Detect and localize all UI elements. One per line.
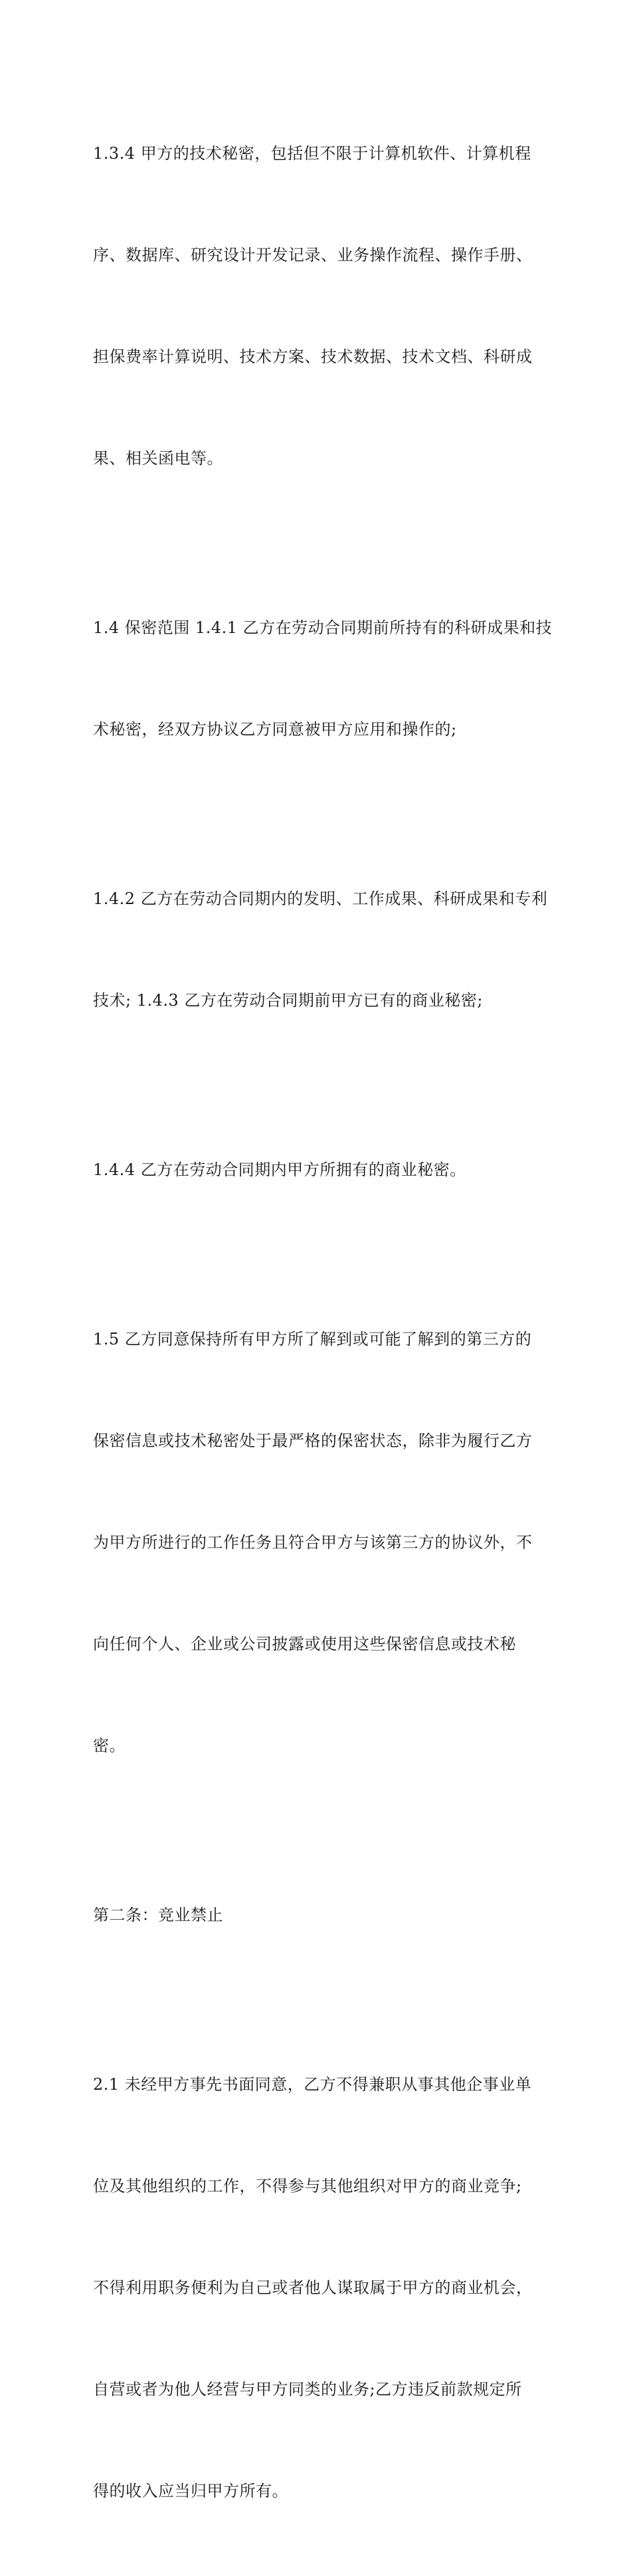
text-line: 向任何个人、企业或公司披露或使用这些保密信息或技术秘 (93, 1635, 516, 1653)
text-line: 序、数据库、研究设计开发记录、业务操作流程、操作手册、 (93, 246, 533, 264)
document-body (93, 69, 553, 2576)
text-line: 保密信息或技术秘密处于最严格的保密状态，除非为履行乙方 (93, 1431, 533, 1450)
text-line: 2.1 未经甲方事先书面同意，乙方不得兼职从事其他企事业单 (93, 2075, 532, 2094)
text-line: 果、相关函电等。 (93, 449, 223, 468)
text-line: 为甲方所进行的工作任务且符合甲方与该第三方的协议外，不 (93, 1533, 533, 1552)
text-line: 技术; 1.4.3 乙方在劳动合同期前甲方已有的商业秘密; (93, 991, 483, 1010)
text-line: 1.3.4 甲方的技术秘密，包括但不限于计算机软件、计算机程 (93, 144, 531, 163)
clause-1-4-2 (93, 814, 548, 1085)
clause-1-4-4 (93, 1085, 545, 1255)
text-line: 担保费率计算说明、技术方案、技术数据、技术文档、科研成 (93, 347, 533, 366)
text-line: 1.4.2 乙方在劳动合同期内的发明、工作成果、科研成果和专利 (93, 889, 548, 908)
text-line: 密。 (93, 1736, 126, 1755)
clause-1-4 (93, 543, 553, 814)
clause-2-1 (93, 2000, 545, 2576)
text-line: 1.5 乙方同意保持所有甲方所了解到或可能了解到的第三方的 (93, 1330, 532, 1348)
text-line: 1.4 保密范围 1.4.1 乙方在劳动合同期前所持有的科研成果和技 (93, 618, 553, 637)
article-2-heading (93, 1831, 545, 2000)
text-line: 得的收入应当归甲方所有。 (93, 2482, 288, 2500)
text-line: 1.4.4 乙方在劳动合同期内甲方所拥有的商业秘密。 (93, 1160, 466, 1179)
text-line: 位及其他组织的工作，不得参与其他组织对甲方的商业竞争; (93, 2177, 522, 2195)
text-line: 不得利用职务便利为自己或者他人谋取属于甲方的商业机会， (93, 2278, 533, 2297)
text-line: 术秘密，经双方协议乙方同意被甲方应用和操作的; (93, 720, 457, 739)
clause-1-5 (93, 1255, 545, 1831)
text-line: 自营或者为他人经营与甲方同类的业务;乙方违反前款规定所 (93, 2380, 522, 2399)
section-heading: 第二条：竞业禁止 (93, 1906, 223, 1924)
clause-1-3-4 (93, 69, 545, 543)
